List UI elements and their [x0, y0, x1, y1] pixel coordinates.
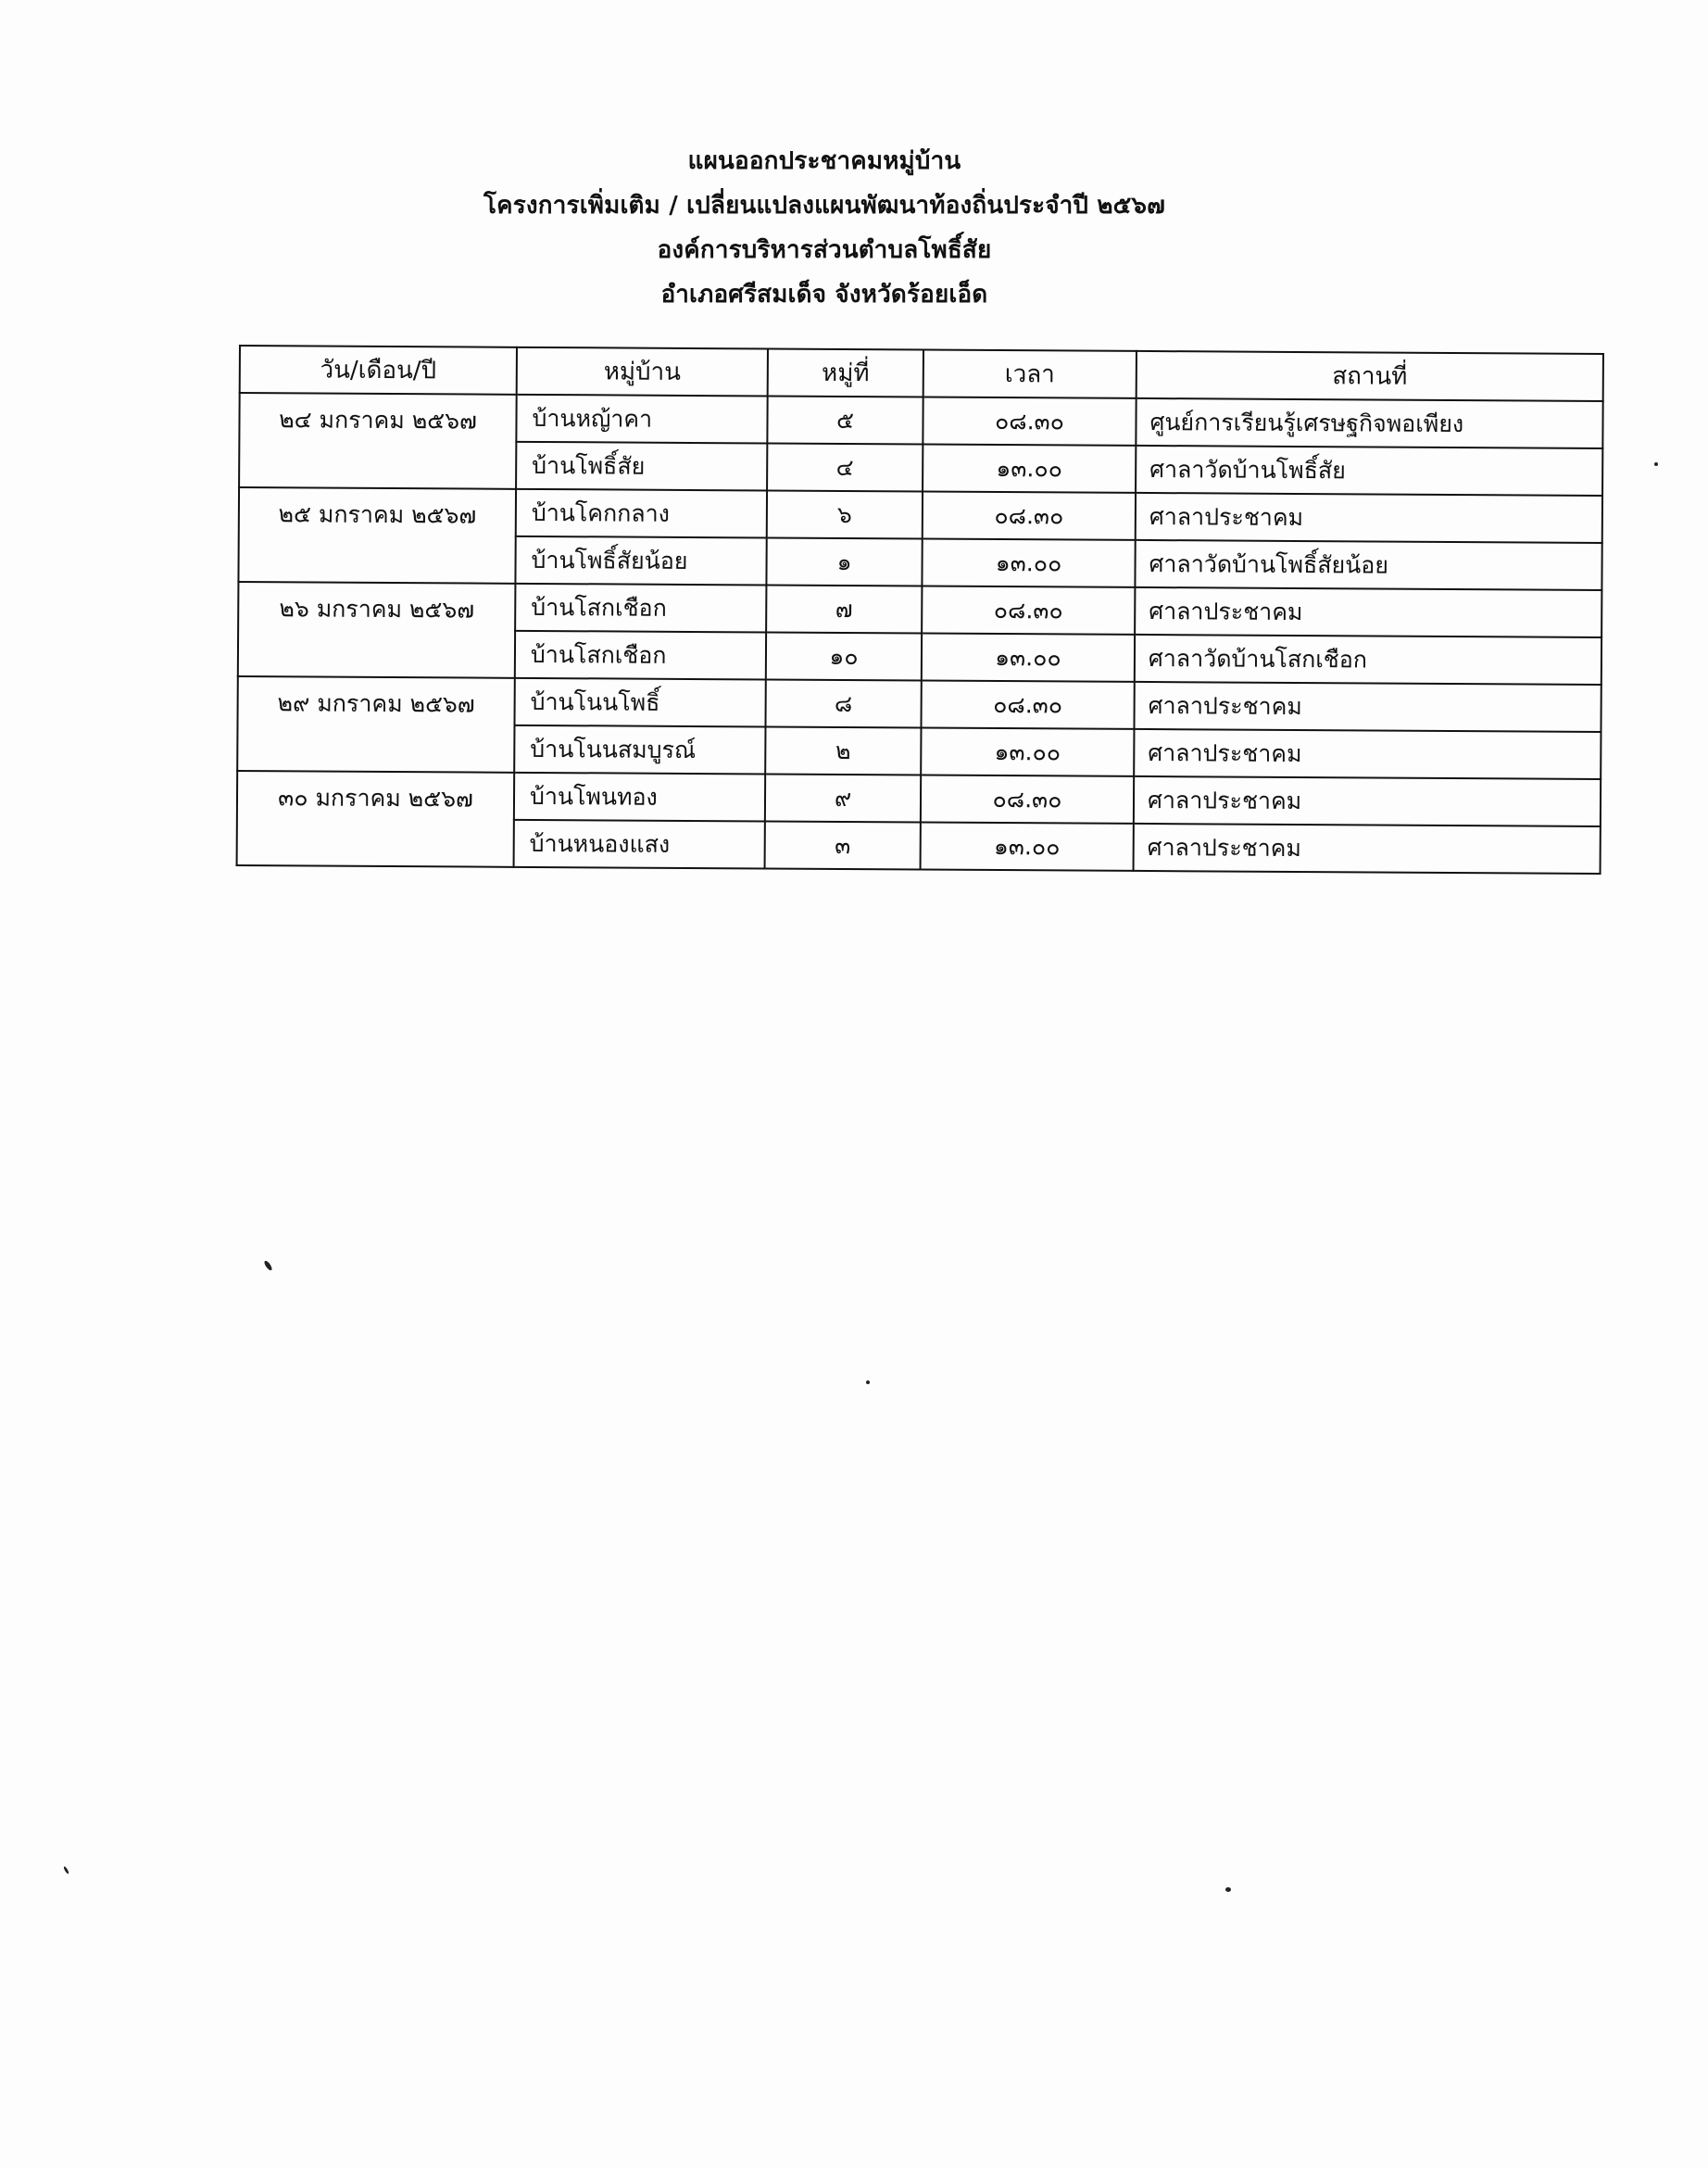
scan-speck	[866, 1380, 870, 1384]
table-row	[239, 393, 1602, 448]
header-location: อำเภอศรีสมเด็จ จังหวัดร้อยเอ็ด	[660, 281, 988, 309]
header-organization: องค์การบริหารส่วนตำบลโพธิ์สัย	[657, 236, 992, 264]
place-cell: ศาลาวัดบ้านโสกเชือก	[1135, 635, 1601, 685]
time-cell: ๐๘.๓๐	[923, 492, 1136, 540]
column-header-village: หมู่บ้าน	[517, 347, 768, 397]
place-cell: ศาลาประชาคม	[1134, 776, 1601, 826]
village-cell: บ้านโพธิ์สัยน้อย	[515, 536, 766, 586]
place-cell: ศาลาประชาคม	[1135, 587, 1601, 637]
column-header-moo: หมู่ที่	[768, 348, 923, 397]
column-header-place: สถานที่	[1137, 351, 1603, 401]
scan-speck	[1654, 462, 1658, 466]
place-cell: ศาลาประชาคม	[1134, 729, 1601, 779]
date-cell: ๒๔ มกราคม ๒๕๖๗	[239, 393, 517, 489]
header-project: โครงการเพิ่มเติม / เปลี่ยนแปลงแผนพัฒนาท้องถิ่นประจำปี ๒๕๖๗	[483, 192, 1166, 220]
place-cell: ศูนย์การเรียนรู้เศรษฐกิจพอเพียง	[1136, 398, 1602, 448]
time-cell: ๐๘.๓๐	[923, 397, 1136, 446]
moo-cell: ๖	[767, 490, 923, 538]
moo-cell: ๙	[765, 774, 921, 822]
village-cell: บ้านโนนสมบูรณ์	[514, 725, 765, 775]
village-cell: บ้านโนนโพธิ์	[514, 678, 765, 727]
table-header	[240, 346, 1603, 401]
place-cell: ศาลาวัดบ้านโพธิ์สัย	[1136, 446, 1602, 496]
moo-cell: ๘	[765, 679, 921, 727]
table-row	[239, 487, 1602, 543]
village-cell: บ้านหญ้าคา	[516, 395, 767, 444]
table-body	[237, 393, 1603, 874]
header-row	[240, 346, 1603, 401]
moo-cell: ๒	[765, 726, 921, 775]
scan-speck	[63, 1866, 69, 1874]
column-header-date: วัน/เดือน/ปี	[240, 346, 517, 395]
scan-speck	[263, 1260, 273, 1272]
place-cell: ศาลาประชาคม	[1134, 682, 1601, 732]
table-row	[238, 676, 1601, 732]
moo-cell: ๗	[766, 585, 922, 633]
moo-cell: ๑๐	[766, 632, 922, 680]
time-cell: ๑๓.๐๐	[921, 728, 1134, 776]
scan-speck	[1225, 1887, 1231, 1892]
document-header	[0, 139, 1649, 317]
time-cell: ๑๓.๐๐	[922, 539, 1135, 587]
moo-cell: ๑	[766, 537, 922, 586]
column-header-time: เวลา	[923, 350, 1137, 398]
place-cell: ศาลาประชาคม	[1136, 493, 1602, 543]
place-cell: ศาลาประชาคม	[1134, 824, 1601, 874]
village-cell: บ้านโพธิ์สัย	[516, 442, 767, 491]
time-cell: ๑๓.๐๐	[921, 823, 1134, 871]
date-cell: ๒๖ มกราคม ๒๕๖๗	[238, 582, 516, 678]
place-cell: ศาลาวัดบ้านโพธิ์สัยน้อย	[1135, 540, 1601, 590]
time-cell: ๑๓.๐๐	[923, 445, 1136, 493]
time-cell: ๐๘.๓๐	[921, 681, 1134, 729]
time-cell: ๐๘.๓๐	[922, 586, 1135, 635]
time-cell: ๐๘.๓๐	[921, 775, 1134, 824]
village-cell: บ้านโพนทอง	[514, 773, 765, 822]
meeting-schedule-table	[236, 345, 1604, 875]
moo-cell: ๕	[767, 396, 923, 444]
table-row	[237, 771, 1601, 826]
table-row	[238, 582, 1601, 637]
village-cell: บ้านโสกเชือก	[515, 631, 766, 680]
date-cell: ๓๐ มกราคม ๒๕๖๗	[237, 771, 515, 867]
header-title: แผนออกประชาคมหมู่บ้าน	[687, 147, 961, 175]
moo-cell: ๓	[765, 821, 921, 869]
time-cell: ๑๓.๐๐	[922, 634, 1135, 682]
moo-cell: ๔	[767, 443, 923, 491]
date-cell: ๒๕ มกราคม ๒๕๖๗	[238, 487, 516, 584]
date-cell: ๒๙ มกราคม ๒๕๖๗	[237, 676, 515, 773]
village-cell: บ้านหนองแสง	[514, 820, 765, 869]
village-cell: บ้านโสกเชือก	[515, 584, 766, 633]
village-cell: บ้านโคกกลาง	[516, 489, 767, 538]
